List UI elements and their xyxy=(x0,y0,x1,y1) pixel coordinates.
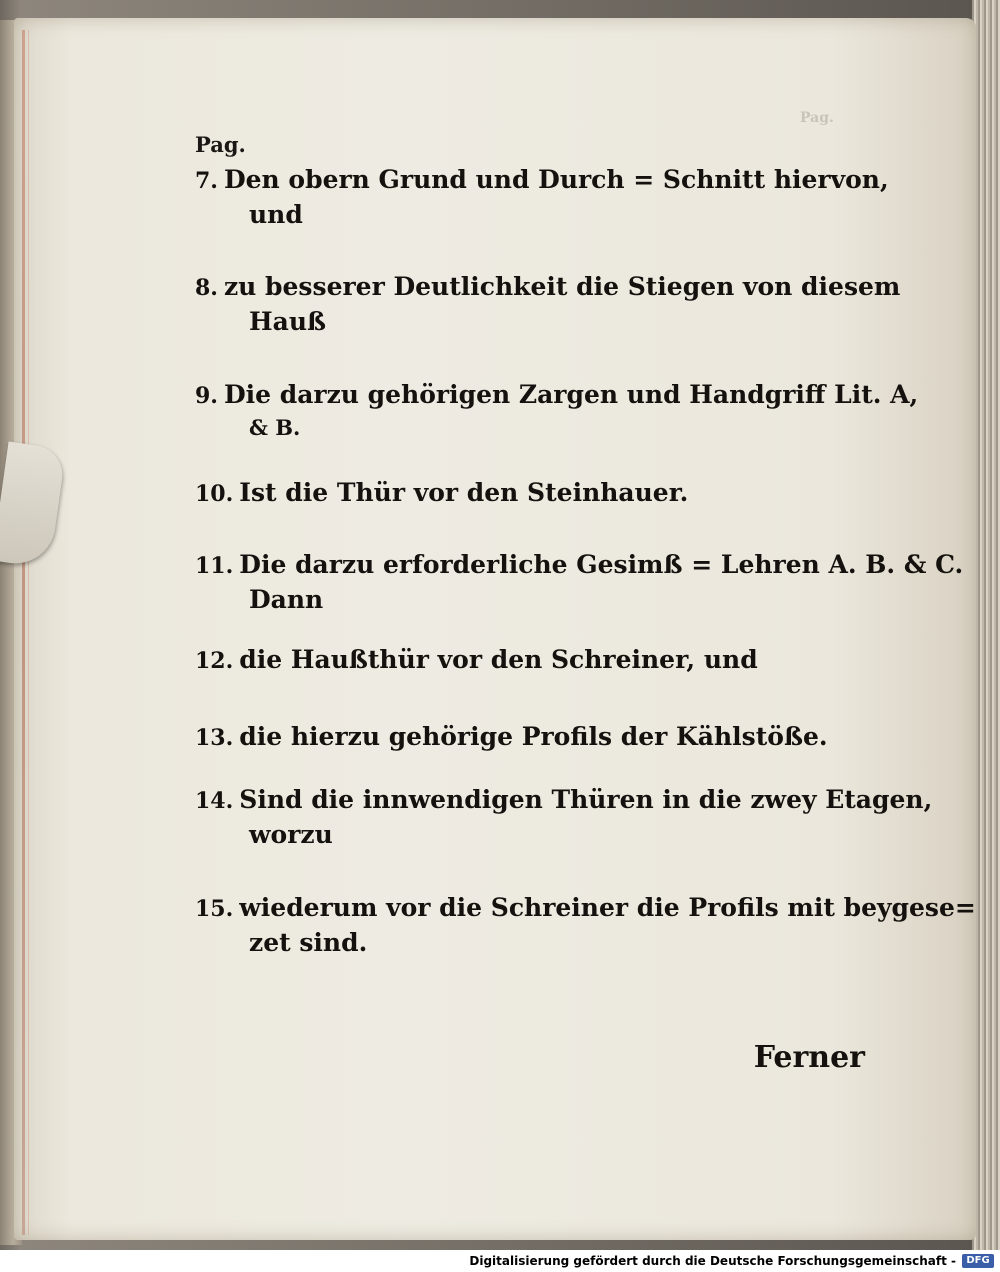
entry-continuation: & B. xyxy=(249,415,301,440)
entry-text: Den obern Grund und Durch = Schnitt hiervon, xyxy=(223,165,889,194)
entry-number: 8. xyxy=(195,275,218,301)
entry-continuation: worzu xyxy=(249,820,333,849)
entry-text: Die darzu erforderliche Gesimß = Lehren A. B. & C. xyxy=(239,550,964,579)
page-stack-edge xyxy=(972,0,1000,1250)
entry-number: 12. xyxy=(195,648,234,674)
red-page-edge xyxy=(22,30,25,1235)
entry-continuation: und xyxy=(249,200,303,229)
entry-10 xyxy=(195,478,688,507)
funding-footer xyxy=(0,1250,1000,1272)
entry-15 xyxy=(195,893,976,957)
entry-number: 9. xyxy=(195,383,218,409)
entry-text: zu besserer Deutlichkeit die Stiegen von diesem xyxy=(223,272,901,301)
entry-number: 7. xyxy=(195,168,218,194)
entry-continuation: Dann xyxy=(249,585,324,614)
entry-9 xyxy=(195,380,919,440)
entry-text: Sind die innwendigen Thüren in die zwey Etagen, xyxy=(239,785,933,814)
entry-11 xyxy=(195,550,964,614)
entry-continuation: zet sind. xyxy=(249,928,368,957)
funding-text: Digitalisierung gefördert durch die Deutsche Forschungsgemeinschaft - xyxy=(469,1254,956,1268)
entry-number: 13. xyxy=(195,725,234,751)
entry-continuation: Hauß xyxy=(249,307,326,336)
entry-text: die Haußthür vor den Schreiner, und xyxy=(239,645,758,674)
entry-number: 15. xyxy=(195,896,234,922)
entry-number: 10. xyxy=(195,481,234,507)
page-header: Pag. xyxy=(195,132,246,157)
entry-13 xyxy=(195,722,828,751)
entry-number: 14. xyxy=(195,788,234,814)
red-page-edge-inner xyxy=(28,30,29,1235)
entry-7 xyxy=(195,165,889,229)
bleed-through-text: Pag. xyxy=(800,110,834,126)
entry-text: die hierzu gehörige Profils der Kählstöße. xyxy=(239,722,828,751)
entry-text: wiederum vor die Schreiner die Profils mit beygese= xyxy=(239,893,976,922)
entry-12 xyxy=(195,645,758,674)
entry-number: 11. xyxy=(195,553,234,579)
entry-8 xyxy=(195,272,901,336)
entry-14 xyxy=(195,785,933,849)
entry-text: Ist die Thür vor den Steinhauer. xyxy=(239,478,689,507)
entry-text: Die darzu gehörigen Zargen und Handgriff Lit. A, xyxy=(223,380,919,409)
dfg-logo: DFG xyxy=(962,1254,994,1268)
catchword: Ferner xyxy=(753,1040,865,1075)
